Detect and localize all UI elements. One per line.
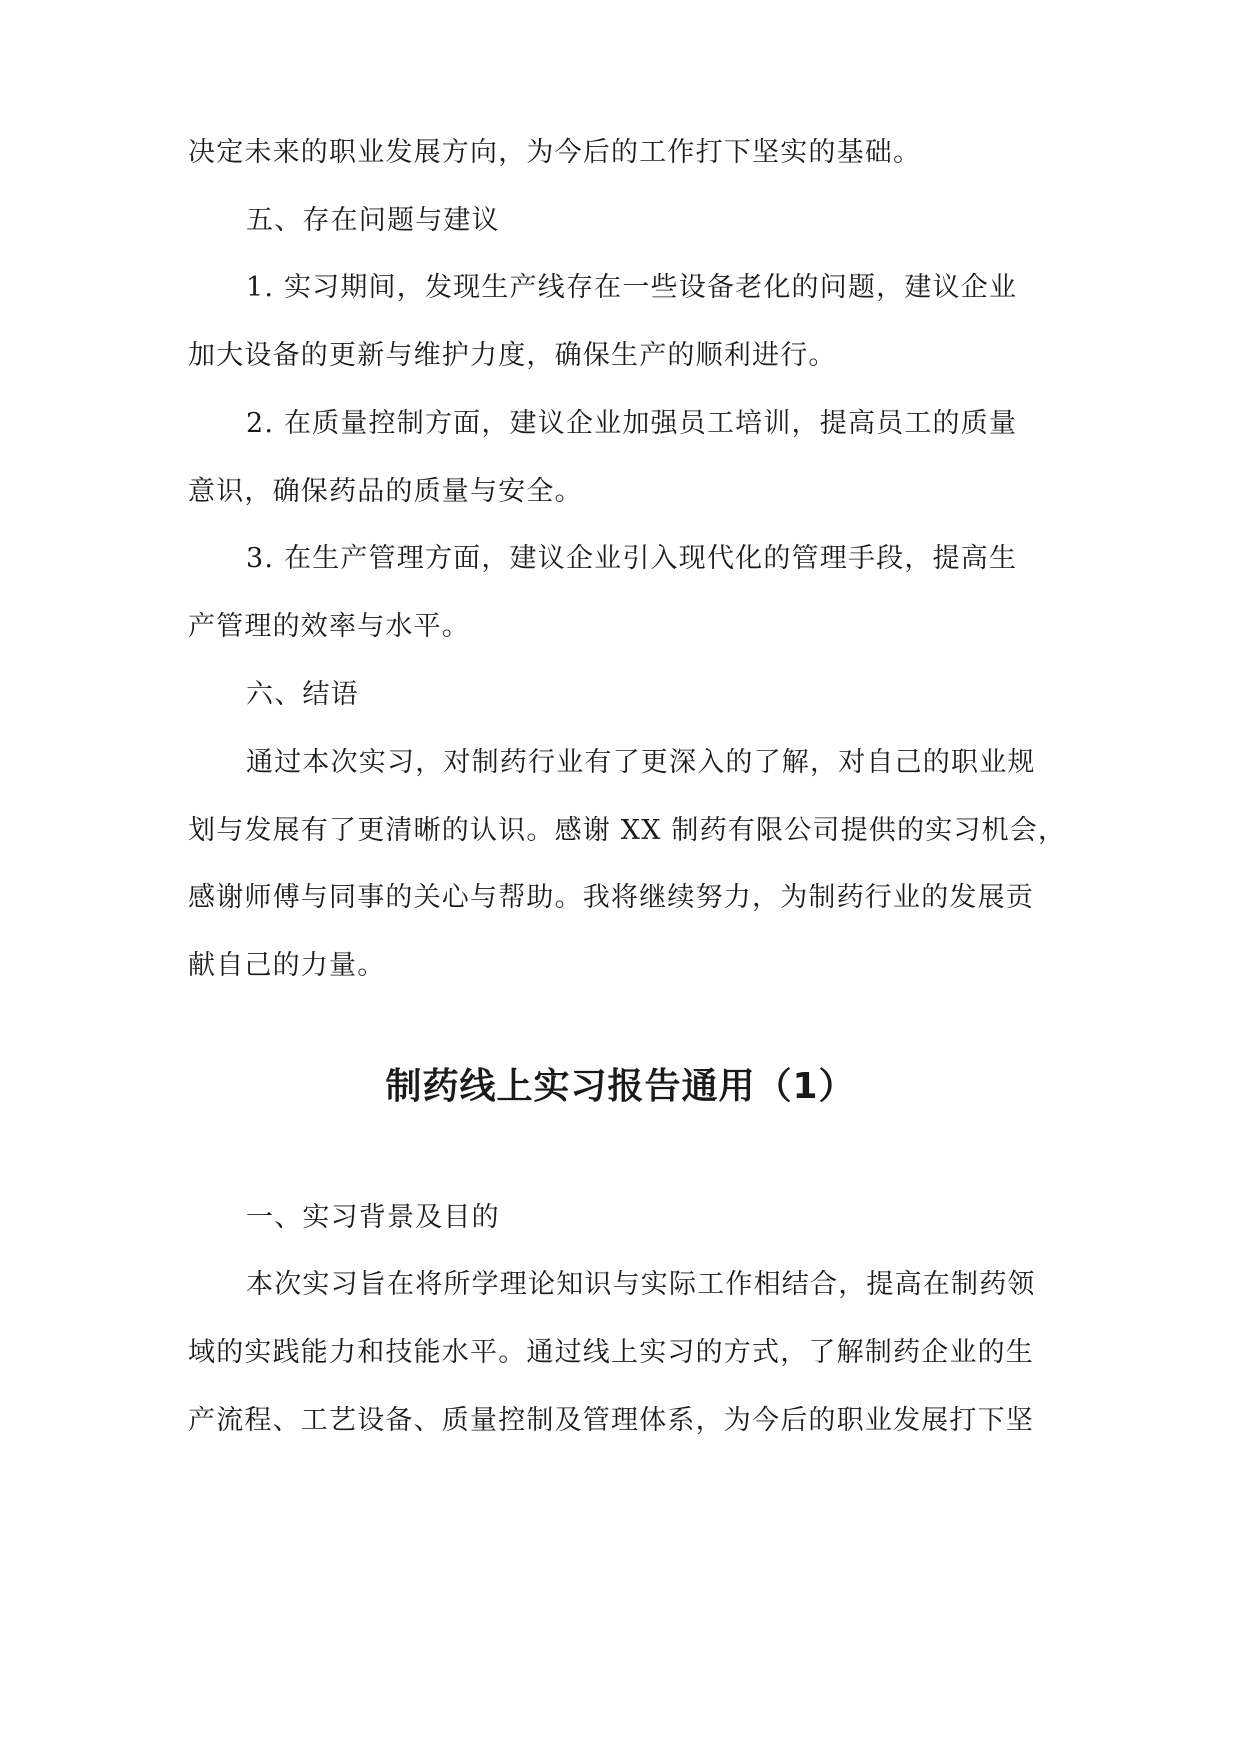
- paragraph-line: 产管理的效率与水平。: [188, 611, 470, 642]
- paragraph-line: 产流程、工艺设备、质量控制及管理体系，为今后的职业发展打下坚: [188, 1405, 1034, 1436]
- paragraph-line: 本次实习旨在将所学理论知识与实际工作相结合，提高在制药领: [246, 1269, 1036, 1300]
- paragraph-line: 献自己的力量。: [188, 950, 386, 981]
- section-heading-6: 六、结语: [246, 679, 359, 710]
- paragraph-line: 意识，确保药品的质量与安全。: [188, 476, 583, 507]
- paragraph-line: 1. 实习期间，发现生产线存在一些设备老化的问题，建议企业: [246, 272, 1018, 303]
- section-heading-1: 一、实习背景及目的: [246, 1202, 500, 1233]
- paragraph-line: 3. 在生产管理方面，建议企业引入现代化的管理手段，提高生: [246, 543, 1018, 574]
- paragraph-line: 感谢师傅与同事的关心与帮助。我将继续努力，为制药行业的发展贡: [188, 882, 1034, 913]
- paragraph-line: 通过本次实习，对制药行业有了更深入的了解，对自己的职业规: [246, 747, 1036, 778]
- document-title: 制药线上实习报告通用（1）: [385, 1066, 856, 1107]
- paragraph-line: 域的实践能力和技能水平。通过线上实习的方式，了解制药企业的生: [188, 1337, 1034, 1368]
- paragraph-line: 加大设备的更新与维护力度，确保生产的顺利进行。: [188, 340, 837, 371]
- section-heading-5: 五、存在问题与建议: [246, 205, 500, 236]
- paragraph-line: 2. 在质量控制方面，建议企业加强员工培训，提高员工的质量: [246, 408, 1018, 439]
- paragraph-line: 决定未来的职业发展方向，为今后的工作打下坚实的基础。: [188, 137, 922, 168]
- paragraph-line: 划与发展有了更清晰的认识。感谢 XX 制药有限公司提供的实习机会，: [188, 815, 1067, 846]
